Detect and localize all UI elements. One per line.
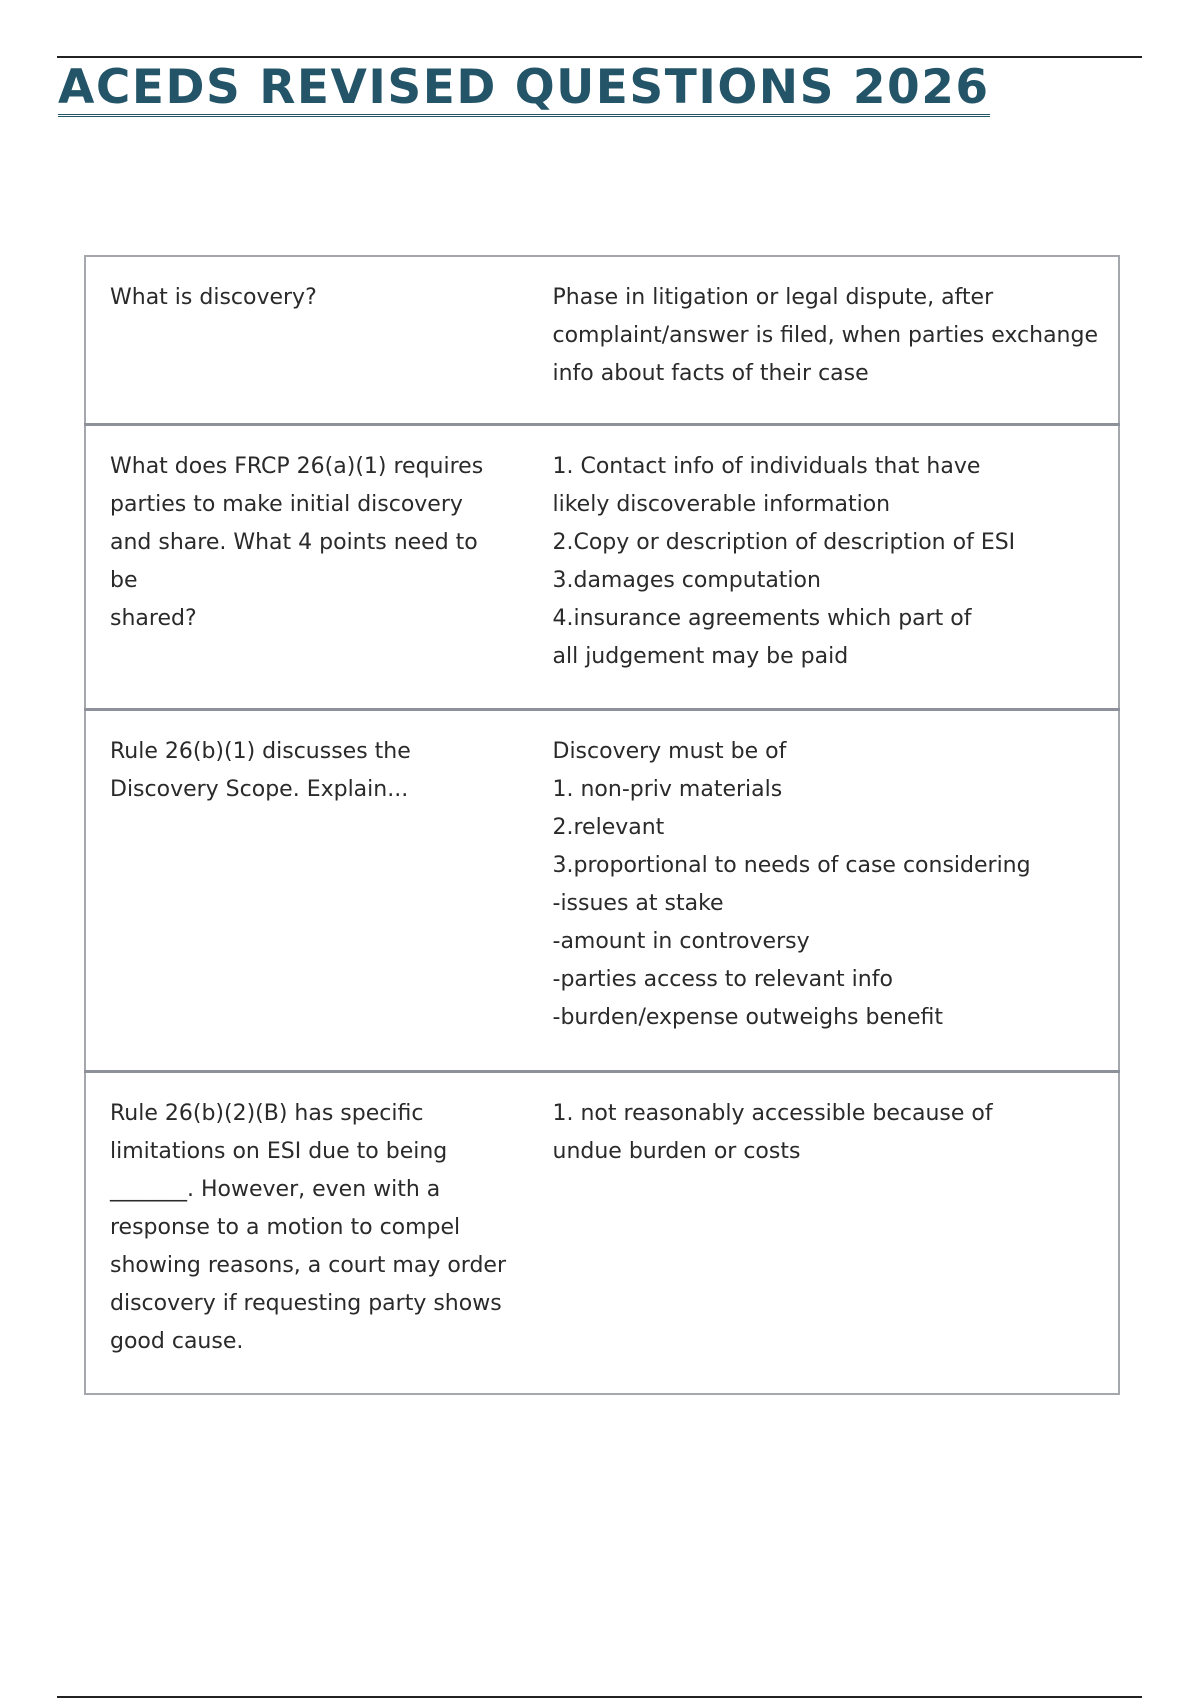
answer-line: 1. not reasonably accessible because of [552,1100,993,1126]
question-line: good cause. [110,1328,244,1354]
bottom-rule [57,1696,1142,1698]
question-line: Discovery Scope. Explain... [110,776,409,802]
table-row [85,256,1119,424]
question-line: discovery if requesting party shows [110,1290,502,1316]
answer-line: Phase in litigation or legal dispute, after [552,285,994,310]
question-line: What does FRCP 26(a)(1) requires [110,453,484,479]
question-cell [85,256,533,424]
answer-line: -parties access to relevant info [552,966,893,992]
table-row [85,424,1119,709]
answer-line: likely discoverable information [552,491,891,517]
answer-line: 4.insurance agreements which part of [552,605,972,631]
question-cell [85,424,533,709]
table-row [85,709,1119,1071]
answer-cell [533,256,1120,424]
page-title: ACEDS REVISED QUESTIONS 2026 [58,60,990,115]
answer-line: info about facts of their case [552,361,869,386]
table-row [85,1071,1119,1394]
top-rule [57,56,1142,58]
answer-line: 2.Copy or description of description of ESI [552,529,1016,555]
answer-line: -issues at stake [552,890,724,916]
answer-line: -amount in controversy [552,928,810,954]
question-line: showing reasons, a court may order [110,1252,506,1278]
answer-line: Discovery must be of [552,738,787,764]
answer-cell [533,709,1120,1071]
answer-cell [533,1071,1120,1394]
answer-line: all judgement may be paid [552,643,849,669]
qa-table [84,255,1120,1395]
answer-line: -burden/expense outweighs benefit [552,1004,943,1030]
question-line: shared? [110,605,197,631]
question-line: Rule 26(b)(2)(B) has specific [110,1100,424,1126]
answer-line: 3.proportional to needs of case considering [552,852,1031,878]
question-line: and share. What 4 points need to [110,529,478,555]
question-line: What is discovery? [110,285,317,310]
question-line: parties to make initial discovery [110,491,463,517]
answer-cell [533,424,1120,709]
answer-line: 2.relevant [552,814,665,840]
answer-line: undue burden or costs [552,1138,801,1164]
answer-line: 1. Contact info of individuals that have [552,453,981,479]
question-cell [85,1071,533,1394]
answer-line: complaint/answer is filed, when parties exchange [552,323,1098,348]
question-line: limitations on ESI due to being [110,1138,448,1164]
question-line: response to a motion to compel [110,1214,461,1240]
question-cell [85,709,533,1071]
question-line: _______. However, even with a [110,1176,441,1202]
answer-line: 3.damages computation [552,567,821,593]
answer-line: 1. non-priv materials [552,776,783,802]
question-line: Rule 26(b)(1) discusses the [110,738,411,764]
question-line: be [110,567,138,593]
